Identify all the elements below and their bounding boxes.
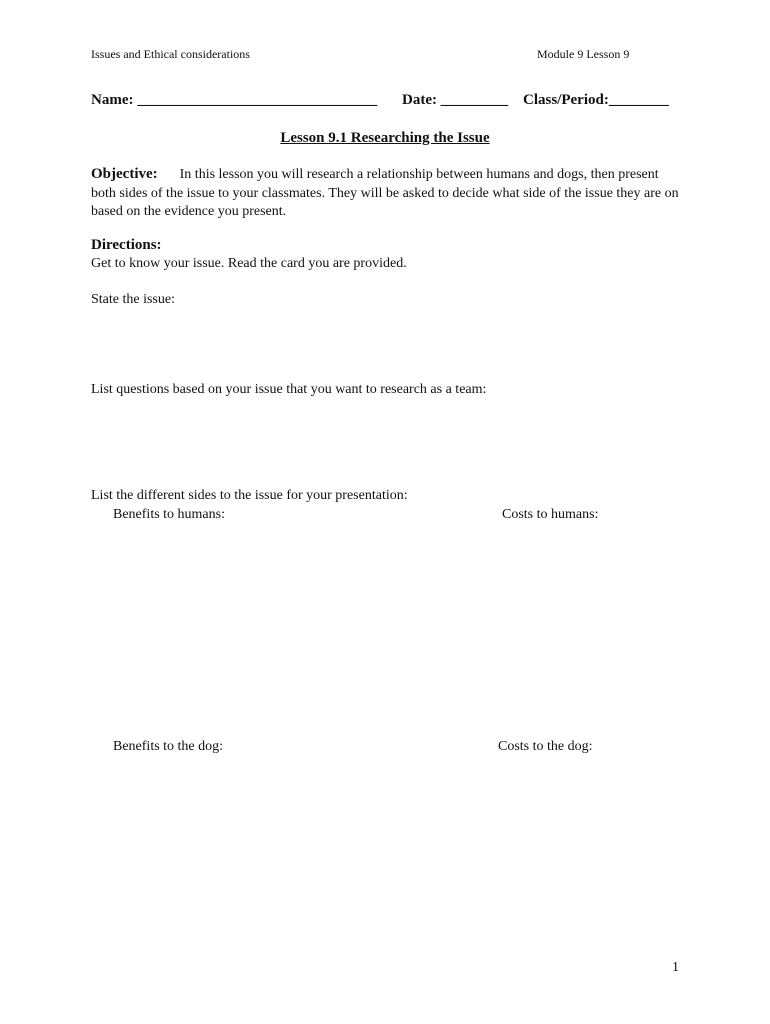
name-field[interactable]: Name: ________________________________ <box>91 92 378 108</box>
state-issue-prompt: State the issue: <box>91 292 175 307</box>
questions-prompt: List questions based on your issue that you want to research as a team: <box>91 382 487 397</box>
benefits-dog-label: Benefits to the dog: <box>113 739 224 754</box>
objective-label: Objective: <box>91 166 158 182</box>
class-period-field[interactable]: Class/Period:________ <box>523 92 669 108</box>
objective-text: In this lesson you will research a relationship between humans and dogs, then present both sides of the issue to your classmates. They will be asked to decide what side of the issue they are on based on the evidence you present. <box>91 167 679 219</box>
date-field[interactable]: Date: _________ <box>402 92 509 108</box>
directions-text: Get to know your issue. Read the card you are provided. <box>91 256 407 271</box>
directions-label: Directions: <box>91 237 162 253</box>
header-right-text: Module 9 Lesson 9 <box>537 47 630 61</box>
costs-dog-label: Costs to the dog: <box>498 739 593 754</box>
objective-paragraph <box>91 165 681 222</box>
page-title: Lesson 9.1 Researching the Issue <box>280 130 490 146</box>
costs-humans-label: Costs to humans: <box>502 507 599 522</box>
benefits-humans-label: Benefits to humans: <box>113 507 225 522</box>
header-left-text: Issues and Ethical considerations <box>91 47 250 61</box>
sides-prompt: List the different sides to the issue for your presentation: <box>91 488 408 503</box>
page-number: 1 <box>672 960 679 975</box>
